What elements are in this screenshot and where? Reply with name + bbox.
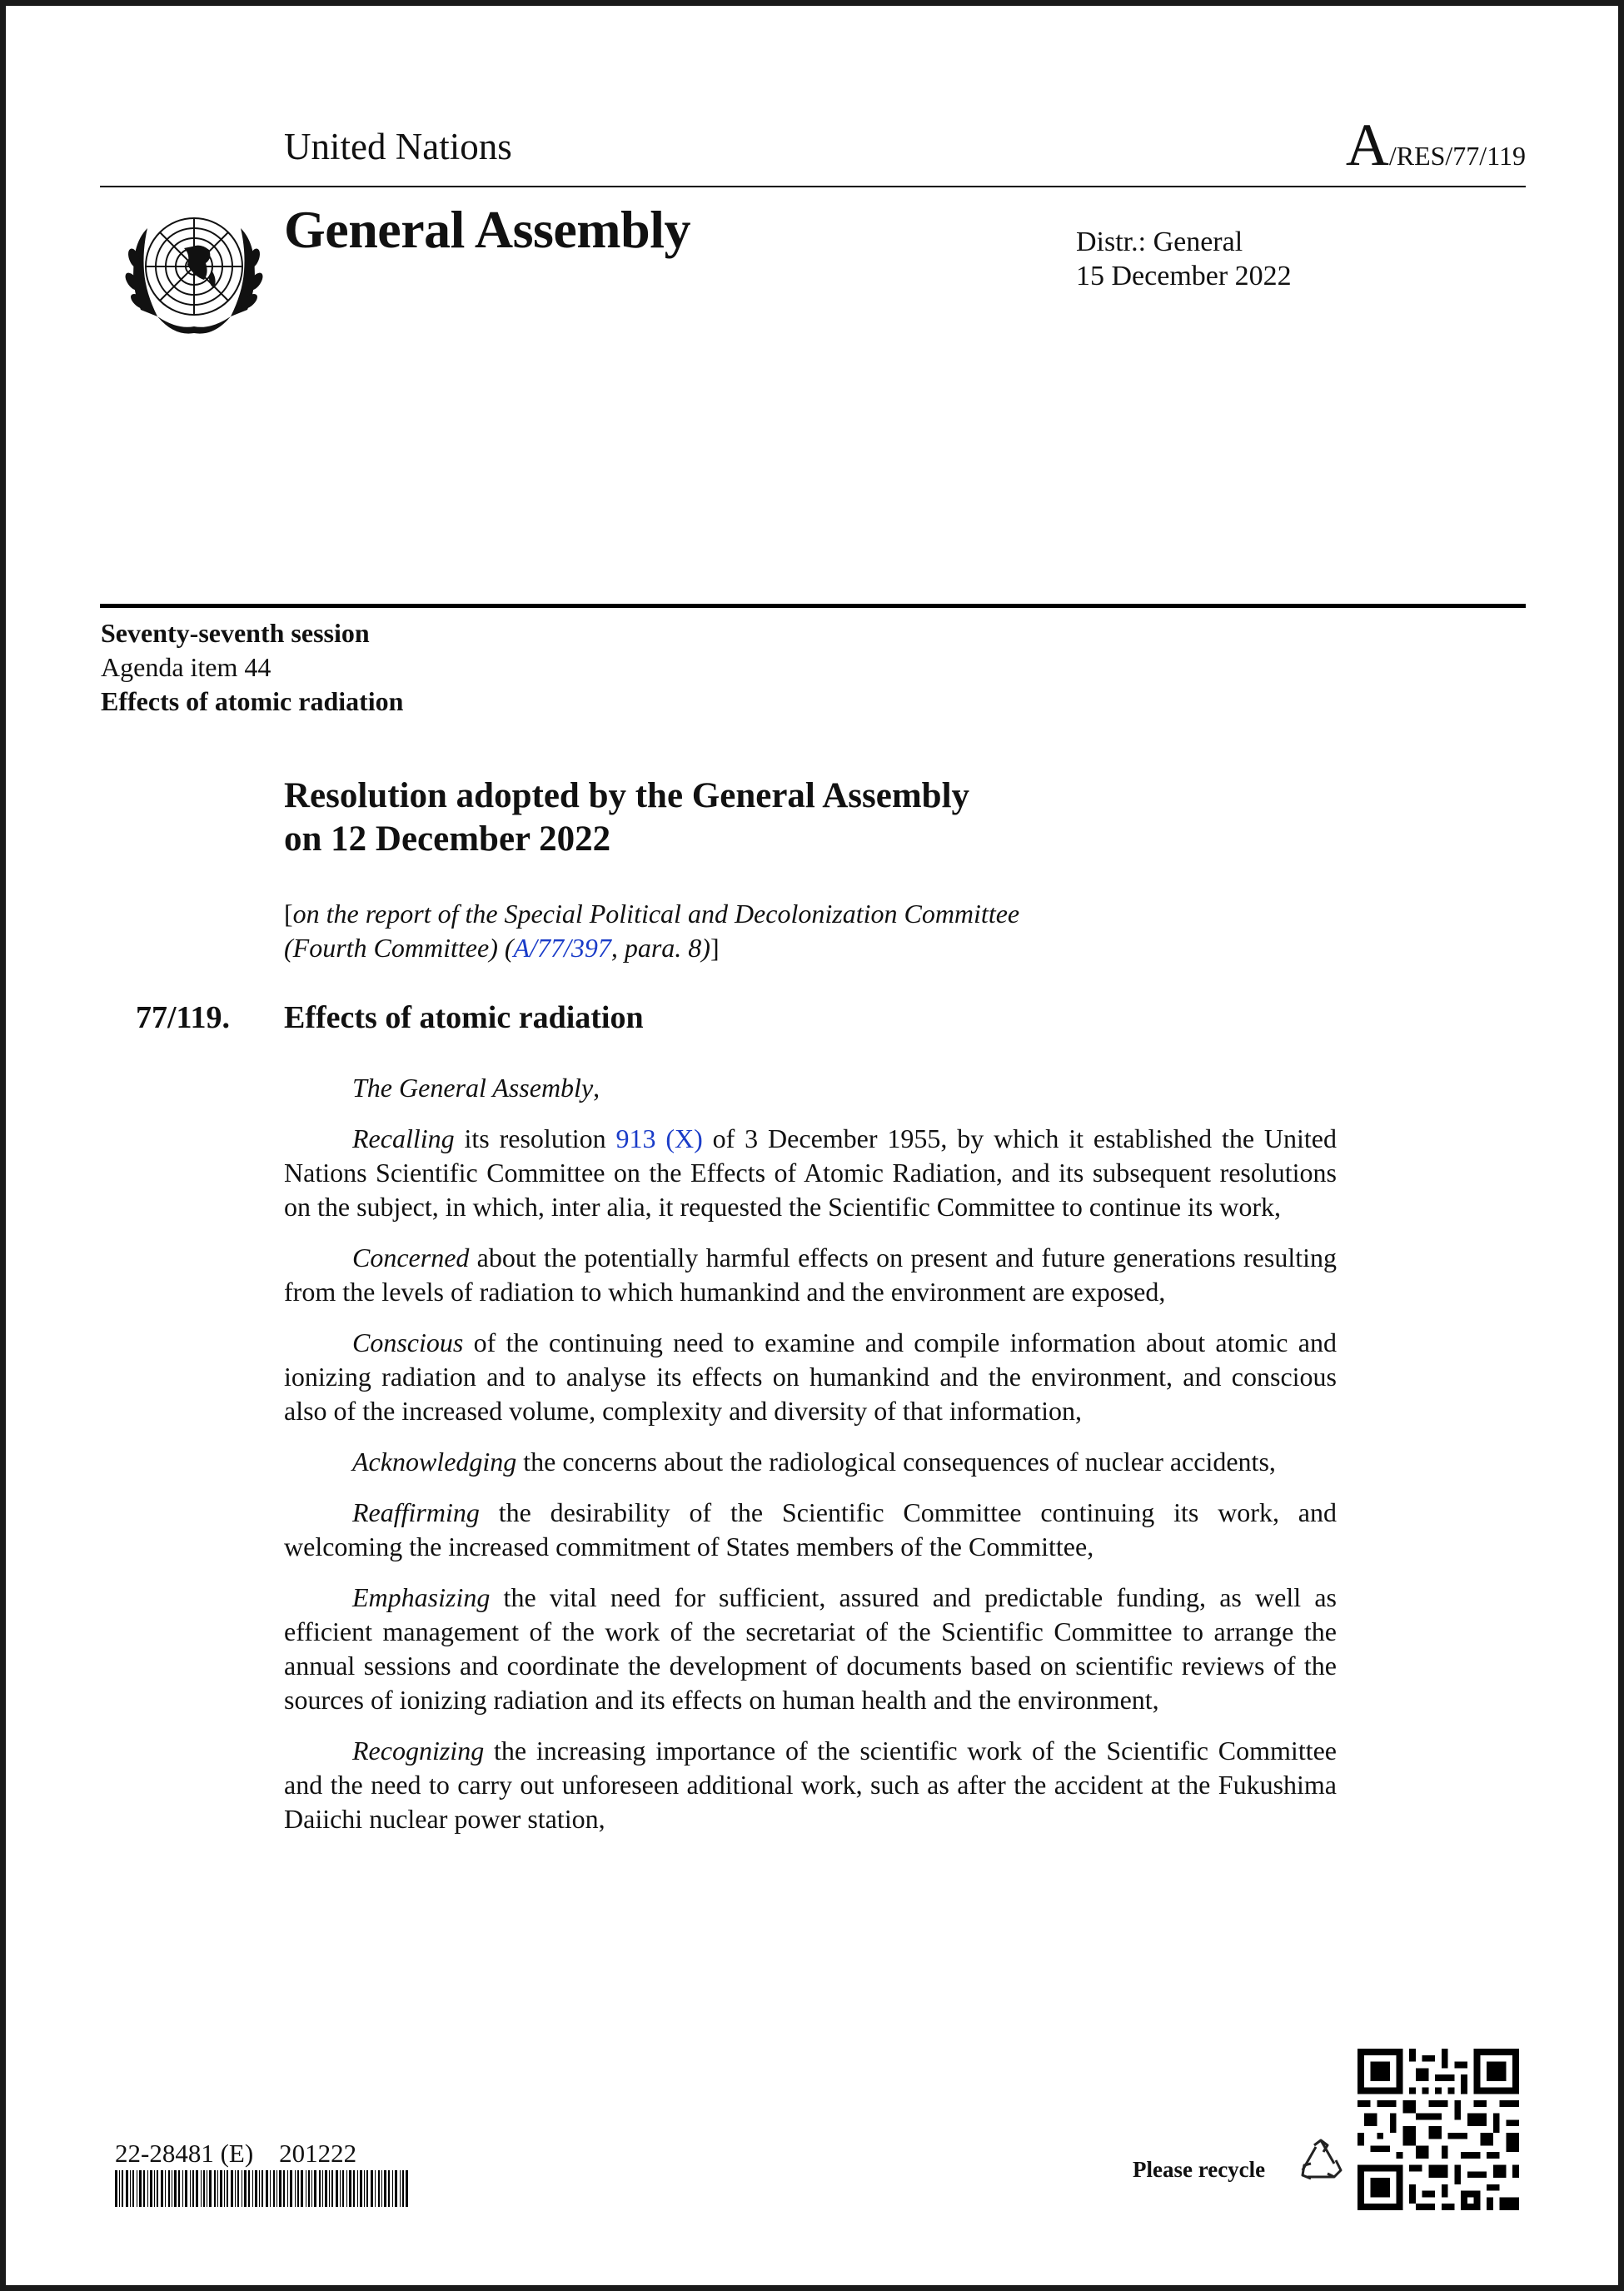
report-reference xyxy=(284,897,1019,965)
resolution-title: Effects of atomic radiation xyxy=(284,1000,644,1035)
recycle-icon xyxy=(1296,2137,1346,2187)
barcode-icon xyxy=(115,2170,408,2207)
agenda-title: Effects of atomic radiation xyxy=(101,686,404,716)
document-symbol xyxy=(1345,112,1526,178)
distribution-info xyxy=(1076,225,1292,293)
un-emblem-icon xyxy=(111,200,277,346)
resolution-number: 77/119. xyxy=(136,1000,230,1035)
resolution-heading-line2: on 12 December 2022 xyxy=(284,819,611,859)
paragraph-conscious: Conscious of the continuing need to examine and compile information about atomic and ionizing radiation and to analyse its effects on humankind and the environment, and conscious also of the increased volume, complexity and diversity of that information, xyxy=(284,1327,1337,1426)
bracket-close: ] xyxy=(710,933,720,963)
report-line2-pre: (Fourth Committee) ( xyxy=(284,933,514,963)
symbol-suffix: /RES/77/119 xyxy=(1388,141,1526,171)
resolution-link[interactable]: 913 (X) xyxy=(615,1123,703,1153)
document-number: 22-28481 (E) 201222 xyxy=(115,2139,357,2168)
report-line2-post: , para. 8) xyxy=(610,933,710,963)
symbol-prefix: A xyxy=(1345,112,1389,178)
paragraph-reaffirming: Reaffirming the desirability of the Scientific Committee continuing its work, and welcoming the increased commitment of States members of the Committee, xyxy=(284,1497,1337,1561)
paragraph-recognizing: Recognizing the increasing importance of the scientific work of the Scientific Committee and the need to carry out unforeseen additional work, such as after the accident at the Fukushima Daiichi nuclear power station, xyxy=(284,1736,1337,1834)
paragraph-recalling: Recalling its resolution 913 (X) of 3 December 1955, by which it established the United Nations Scientific Committee on the Effects of Atomic Radiation, and its subsequent resolutions on the subject, in which, inter alia, it requested the Scientific Committee to continue its work, xyxy=(284,1123,1337,1222)
bracket-open: [ xyxy=(284,899,293,929)
resolution-body xyxy=(284,1071,1337,1853)
page-title: General Assembly xyxy=(284,200,690,259)
agenda-item: Agenda item 44 xyxy=(101,652,271,682)
issue-date: 15 December 2022 xyxy=(1076,261,1292,291)
header-rule xyxy=(100,186,1526,187)
session-rule xyxy=(100,604,1526,608)
resolution-heading xyxy=(284,774,969,861)
distribution-label: Distr.: General xyxy=(1076,227,1243,257)
paragraph-opening: The General Assembly, xyxy=(352,1073,600,1103)
qr-code-icon xyxy=(1357,2049,1519,2210)
paragraph-emphasizing: Emphasizing the vital need for sufficient, assured and predictable funding, as well as efficient management of the work of the secretariat of the Scientific Committee to arrange the annual sessions and coordinate the development of documents based on scientific reviews of the sources of ionizing radiation and its effects on human health and the environment, xyxy=(284,1582,1337,1715)
report-link[interactable]: A/77/397 xyxy=(513,933,611,963)
paragraph-concerned: Concerned about the potentially harmful effects on present and future generations resulting from the levels of radiation to which humankind and the environment are exposed, xyxy=(284,1243,1337,1307)
session-block xyxy=(101,616,403,719)
org-name: United Nations xyxy=(284,126,512,167)
paragraph-acknowledging: Acknowledging the concerns about the radiological consequences of nuclear accidents, xyxy=(352,1447,1276,1477)
resolution-heading-line1: Resolution adopted by the General Assembly xyxy=(284,776,970,815)
report-line1: on the report of the Special Political and Decolonization Committee xyxy=(292,899,1020,929)
session-name: Seventy-seventh session xyxy=(101,618,370,648)
recycle-label: Please recycle xyxy=(1133,2157,1266,2182)
